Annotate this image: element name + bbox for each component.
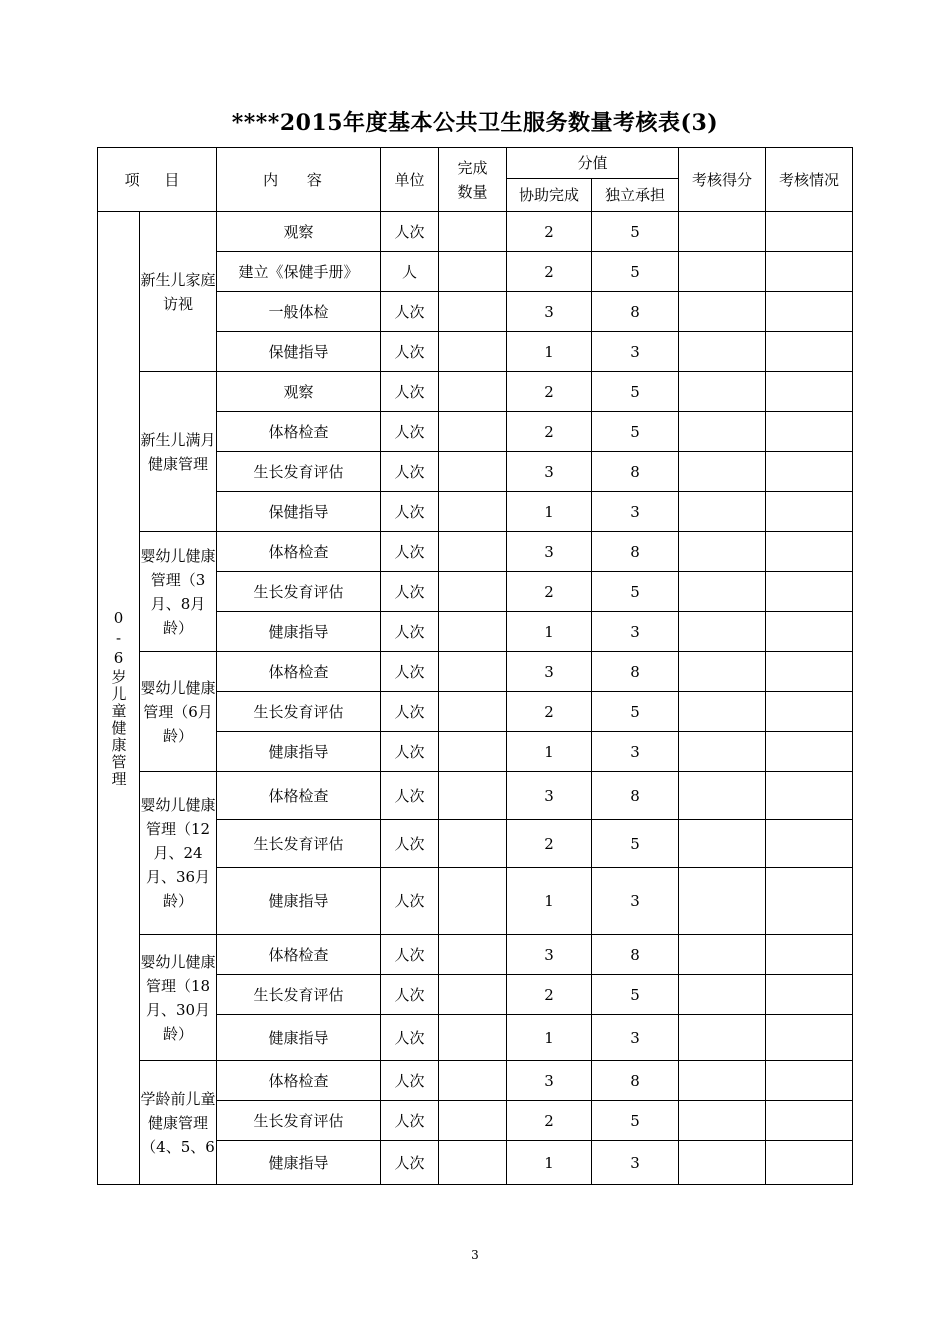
exam-status-cell	[766, 412, 853, 452]
completed-qty-cell	[439, 975, 507, 1015]
exam-status-cell	[766, 652, 853, 692]
content-cell: 生长发育评估	[217, 572, 381, 612]
exam-status-cell	[766, 212, 853, 252]
content-cell: 健康指导	[217, 1015, 381, 1061]
exam-status-cell	[766, 732, 853, 772]
exam-score-cell	[679, 252, 766, 292]
assist-score-cell: 3	[507, 292, 592, 332]
independent-score-cell: 5	[592, 692, 679, 732]
assist-score-cell: 3	[507, 935, 592, 975]
independent-score-cell: 8	[592, 452, 679, 492]
exam-status-cell	[766, 1141, 853, 1185]
exam-score-cell	[679, 772, 766, 820]
assist-score-cell: 1	[507, 732, 592, 772]
content-cell: 生长发育评估	[217, 975, 381, 1015]
exam-score-cell	[679, 532, 766, 572]
group-label: 新生儿家庭访视	[140, 212, 217, 372]
completed-qty-cell	[439, 820, 507, 868]
assist-score-cell: 3	[507, 1061, 592, 1101]
completed-qty-cell	[439, 252, 507, 292]
content-cell: 体格检查	[217, 1061, 381, 1101]
content-cell: 体格检查	[217, 935, 381, 975]
unit-cell: 人次	[381, 975, 439, 1015]
unit-cell: 人次	[381, 820, 439, 868]
unit-cell: 人次	[381, 1141, 439, 1185]
content-cell: 健康指导	[217, 868, 381, 935]
unit-cell: 人次	[381, 372, 439, 412]
exam-score-cell	[679, 412, 766, 452]
header-completed-qty: 完成数量	[439, 148, 507, 212]
assist-score-cell: 2	[507, 212, 592, 252]
assist-score-cell: 3	[507, 452, 592, 492]
content-cell: 体格检查	[217, 772, 381, 820]
exam-status-cell	[766, 1101, 853, 1141]
completed-qty-cell	[439, 935, 507, 975]
exam-score-cell	[679, 572, 766, 612]
assist-score-cell: 1	[507, 612, 592, 652]
completed-qty-cell	[439, 772, 507, 820]
group-label: 婴幼儿健康管理（18月、30月龄）	[140, 935, 217, 1061]
unit-cell: 人	[381, 252, 439, 292]
completed-qty-cell	[439, 452, 507, 492]
independent-score-cell: 5	[592, 212, 679, 252]
completed-qty-cell	[439, 332, 507, 372]
independent-score-cell: 5	[592, 820, 679, 868]
header-unit: 单位	[381, 148, 439, 212]
unit-cell: 人次	[381, 612, 439, 652]
completed-qty-cell	[439, 652, 507, 692]
content-cell: 保健指导	[217, 332, 381, 372]
exam-score-cell	[679, 692, 766, 732]
assist-score-cell: 1	[507, 1141, 592, 1185]
assist-score-cell: 2	[507, 820, 592, 868]
completed-qty-cell	[439, 868, 507, 935]
independent-score-cell: 8	[592, 652, 679, 692]
unit-cell: 人次	[381, 1015, 439, 1061]
page-title: ****2015年度基本公共卫生服务数量考核表(3)	[231, 110, 719, 136]
exam-score-cell	[679, 1141, 766, 1185]
table-row	[98, 532, 853, 572]
exam-status-cell	[766, 452, 853, 492]
table-row	[98, 372, 853, 412]
assist-score-cell: 2	[507, 692, 592, 732]
header-exam-score: 考核得分	[679, 148, 766, 212]
completed-qty-cell	[439, 1141, 507, 1185]
assist-score-cell: 2	[507, 372, 592, 412]
content-cell: 建立《保健手册》	[217, 252, 381, 292]
category-cell: 0-6岁儿童健康管理	[98, 212, 140, 1185]
independent-score-cell: 8	[592, 292, 679, 332]
unit-cell: 人次	[381, 532, 439, 572]
exam-score-cell	[679, 612, 766, 652]
independent-score-cell: 3	[592, 1015, 679, 1061]
independent-score-cell: 8	[592, 935, 679, 975]
group-label: 婴幼儿健康管理（12月、24月、36月龄）	[140, 772, 217, 935]
table-row	[98, 1061, 853, 1101]
assist-score-cell: 1	[507, 1015, 592, 1061]
independent-score-cell: 3	[592, 492, 679, 532]
content-cell: 生长发育评估	[217, 1101, 381, 1141]
assist-score-cell: 2	[507, 412, 592, 452]
independent-score-cell: 3	[592, 612, 679, 652]
exam-status-cell	[766, 332, 853, 372]
exam-score-cell	[679, 1101, 766, 1141]
assist-score-cell: 3	[507, 772, 592, 820]
exam-status-cell	[766, 1015, 853, 1061]
exam-score-cell	[679, 492, 766, 532]
completed-qty-cell	[439, 492, 507, 532]
exam-status-cell	[766, 935, 853, 975]
completed-qty-cell	[439, 212, 507, 252]
independent-score-cell: 5	[592, 372, 679, 412]
exam-score-cell	[679, 212, 766, 252]
completed-qty-cell	[439, 372, 507, 412]
independent-score-cell: 5	[592, 975, 679, 1015]
independent-score-cell: 5	[592, 1101, 679, 1141]
header-exam-status: 考核情况	[766, 148, 853, 212]
exam-status-cell	[766, 1061, 853, 1101]
assist-score-cell: 1	[507, 492, 592, 532]
exam-score-cell	[679, 935, 766, 975]
content-cell: 生长发育评估	[217, 692, 381, 732]
group-label: 学龄前儿童健康管理（4、5、6	[140, 1061, 217, 1185]
unit-cell: 人次	[381, 868, 439, 935]
independent-score-cell: 3	[592, 332, 679, 372]
exam-status-cell	[766, 532, 853, 572]
independent-score-cell: 5	[592, 412, 679, 452]
unit-cell: 人次	[381, 292, 439, 332]
assist-score-cell: 3	[507, 652, 592, 692]
exam-score-cell	[679, 372, 766, 412]
independent-score-cell: 8	[592, 1061, 679, 1101]
unit-cell: 人次	[381, 692, 439, 732]
exam-score-cell	[679, 292, 766, 332]
independent-score-cell: 8	[592, 532, 679, 572]
exam-status-cell	[766, 692, 853, 732]
unit-cell: 人次	[381, 772, 439, 820]
exam-status-cell	[766, 572, 853, 612]
header-row	[98, 148, 853, 179]
header-content: 内 容	[217, 148, 381, 212]
exam-status-cell	[766, 975, 853, 1015]
content-cell: 生长发育评估	[217, 820, 381, 868]
unit-cell: 人次	[381, 652, 439, 692]
header-score: 分值	[507, 148, 679, 179]
content-cell: 一般体检	[217, 292, 381, 332]
unit-cell: 人次	[381, 452, 439, 492]
unit-cell: 人次	[381, 1061, 439, 1101]
content-cell: 健康指导	[217, 732, 381, 772]
table-row	[98, 212, 853, 252]
independent-score-cell: 3	[592, 732, 679, 772]
exam-status-cell	[766, 612, 853, 652]
exam-score-cell	[679, 732, 766, 772]
assist-score-cell: 2	[507, 252, 592, 292]
page-number: 3	[471, 1248, 479, 1262]
independent-score-cell: 3	[592, 868, 679, 935]
header-assist: 协助完成	[507, 179, 592, 212]
completed-qty-cell	[439, 292, 507, 332]
completed-qty-cell	[439, 1101, 507, 1141]
assessment-table	[97, 147, 853, 1185]
content-cell: 健康指导	[217, 1141, 381, 1185]
assist-score-cell: 1	[507, 332, 592, 372]
unit-cell: 人次	[381, 1101, 439, 1141]
exam-status-cell	[766, 772, 853, 820]
content-cell: 体格检查	[217, 412, 381, 452]
exam-score-cell	[679, 868, 766, 935]
assist-score-cell: 2	[507, 1101, 592, 1141]
independent-score-cell: 5	[592, 252, 679, 292]
unit-cell: 人次	[381, 332, 439, 372]
independent-score-cell: 5	[592, 572, 679, 612]
exam-status-cell	[766, 372, 853, 412]
unit-cell: 人次	[381, 492, 439, 532]
assist-score-cell: 3	[507, 532, 592, 572]
exam-score-cell	[679, 652, 766, 692]
assist-score-cell: 2	[507, 572, 592, 612]
content-cell: 健康指导	[217, 612, 381, 652]
unit-cell: 人次	[381, 412, 439, 452]
table-row	[98, 652, 853, 692]
header-independent: 独立承担	[592, 179, 679, 212]
header-item: 项 目	[98, 148, 217, 212]
group-label: 婴幼儿健康管理（3月、8月龄）	[140, 532, 217, 652]
independent-score-cell: 3	[592, 1141, 679, 1185]
completed-qty-cell	[439, 572, 507, 612]
group-label: 婴幼儿健康管理（6月龄）	[140, 652, 217, 772]
content-cell: 保健指导	[217, 492, 381, 532]
completed-qty-cell	[439, 692, 507, 732]
table-row	[98, 772, 853, 820]
completed-qty-cell	[439, 412, 507, 452]
independent-score-cell: 8	[592, 772, 679, 820]
unit-cell: 人次	[381, 732, 439, 772]
exam-score-cell	[679, 452, 766, 492]
exam-score-cell	[679, 332, 766, 372]
unit-cell: 人次	[381, 935, 439, 975]
exam-status-cell	[766, 292, 853, 332]
exam-score-cell	[679, 1061, 766, 1101]
exam-status-cell	[766, 252, 853, 292]
completed-qty-cell	[439, 532, 507, 572]
exam-status-cell	[766, 492, 853, 532]
assist-score-cell: 2	[507, 975, 592, 1015]
exam-status-cell	[766, 820, 853, 868]
completed-qty-cell	[439, 1061, 507, 1101]
exam-score-cell	[679, 975, 766, 1015]
content-cell: 观察	[217, 212, 381, 252]
group-label: 新生儿满月健康管理	[140, 372, 217, 532]
completed-qty-cell	[439, 732, 507, 772]
table-row	[98, 935, 853, 975]
unit-cell: 人次	[381, 572, 439, 612]
completed-qty-cell	[439, 612, 507, 652]
assist-score-cell: 1	[507, 868, 592, 935]
exam-status-cell	[766, 868, 853, 935]
content-cell: 生长发育评估	[217, 452, 381, 492]
content-cell: 体格检查	[217, 532, 381, 572]
unit-cell: 人次	[381, 212, 439, 252]
exam-score-cell	[679, 820, 766, 868]
completed-qty-cell	[439, 1015, 507, 1061]
content-cell: 观察	[217, 372, 381, 412]
content-cell: 体格检查	[217, 652, 381, 692]
exam-score-cell	[679, 1015, 766, 1061]
